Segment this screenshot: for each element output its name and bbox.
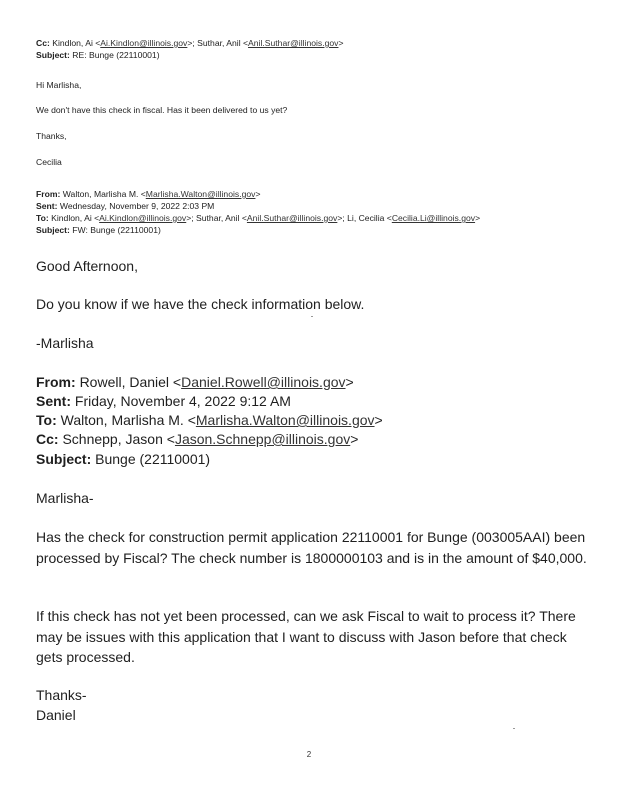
reply-cc-email-suthar[interactable]: Anil.Suthar@illinois.gov [248, 38, 339, 48]
fwd-body: Do you know if we have the check information below. [36, 296, 365, 312]
orig-sent-line: Sent: Friday, November 4, 2022 9:12 AM [36, 393, 291, 409]
orig-signature: Daniel [36, 707, 76, 723]
reply-cc-email-kindlon[interactable]: Ai.Kindlon@illinois.gov [100, 38, 188, 48]
orig-paragraph-2: If this check has not yet been processed, can we ask Fiscal to wait to process it? There may be issues with this application that I want to discuss with Jason before that check gets processed. [36, 608, 576, 665]
orig-subject-line: Subject: Bunge (22110001) [36, 451, 211, 467]
orig-from-line: From: Rowell, Daniel <Daniel.Rowell@illinois.gov> [36, 374, 354, 390]
fwd-greeting: Good Afternoon, [36, 258, 138, 274]
reply-subject-label: Subject: [36, 50, 70, 60]
fwd-from-email[interactable]: Marlisha.Walton@illinois.gov [145, 189, 256, 199]
scan-speck [311, 316, 313, 317]
reply-greeting: Hi Marlisha, [36, 80, 82, 90]
scan-speck [513, 728, 515, 729]
reply-thanks: Thanks, [36, 131, 67, 141]
orig-to-line: To: Walton, Marlisha M. <Marlisha.Walton@illinois.gov> [36, 412, 383, 428]
reply-signature: Cecilia [36, 157, 62, 167]
page-number: 2 [306, 750, 312, 759]
orig-cc-email[interactable]: Jason.Schnepp@illinois.gov [174, 431, 351, 447]
reply-subject-line [36, 50, 160, 61]
orig-thanks: Thanks- [36, 687, 87, 703]
reply-cc-label: Cc: [36, 38, 50, 48]
orig-paragraph-1: Has the check for construction permit application 22110001 for Bunge (003005AAI) been processed by Fiscal? The check number is 1800000103 and is in the amount of $40,000. [36, 529, 587, 566]
orig-from-email[interactable]: Daniel.Rowell@illinois.gov [181, 374, 346, 390]
fwd-to-email-kindlon[interactable]: Ai.Kindlon@illinois.gov [99, 213, 187, 223]
fwd-to-line: To: Kindlon, Ai <Ai.Kindlon@illinois.gov>; Suthar, Anil <Anil.Suthar@illinois.gov>; Li, Cecilia <Cecilia.Li@illinois.gov> [36, 213, 481, 223]
reply-body: We don't have this check in fiscal. Has it been delivered to us yet? [36, 105, 288, 115]
fwd-to-email-li[interactable]: Cecilia.Li@illinois.gov [391, 213, 476, 223]
reply-subject: RE: Bunge (22110001) [72, 50, 160, 60]
orig-cc-line: Cc: Schnepp, Jason <Jason.Schnepp@illinois.gov> [36, 431, 359, 447]
fwd-subject-line: Subject: FW: Bunge (22110001) [36, 225, 161, 235]
fwd-signature: -Marlisha [36, 335, 94, 351]
fwd-from-line: From: Walton, Marlisha M. <Marlisha.Walton@illinois.gov> [36, 189, 261, 199]
reply-cc-line: Cc: Kindlon, Ai <Ai.Kindlon@illinois.gov>; Suthar, Anil <Anil.Suthar@illinois.gov> [36, 38, 344, 48]
orig-greeting: Marlisha- [36, 490, 94, 506]
fwd-to-email-suthar[interactable]: Anil.Suthar@illinois.gov [246, 213, 338, 223]
orig-to-email[interactable]: Marlisha.Walton@illinois.gov [195, 412, 375, 428]
fwd-sent-line: Sent: Wednesday, November 9, 2022 2:03 PM [36, 201, 215, 211]
